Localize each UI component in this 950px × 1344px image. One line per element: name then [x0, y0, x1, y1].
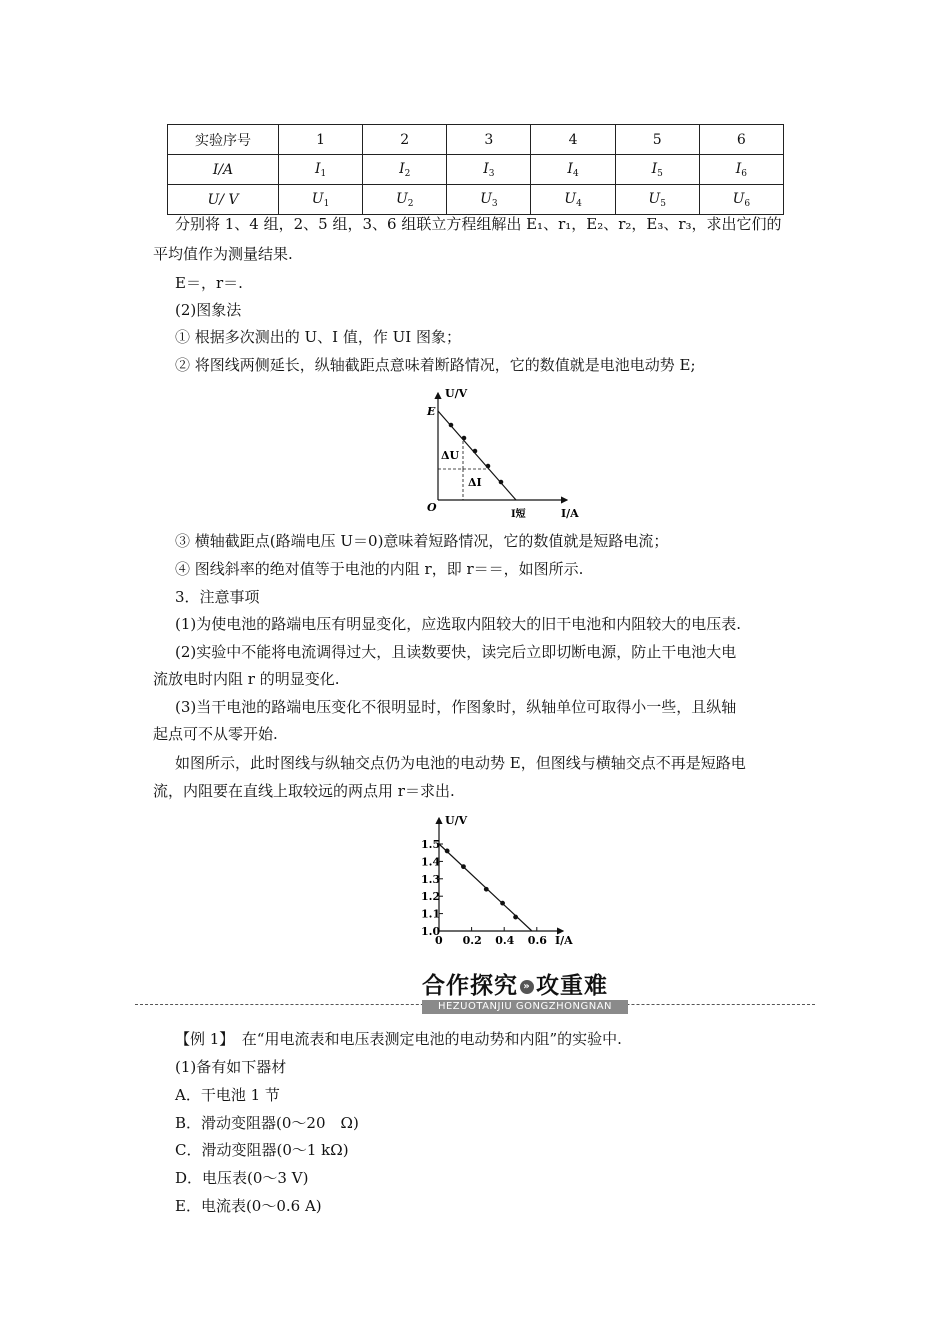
paragraph: ① 根据多次测出的 U、I 值，作 UI 图象；	[175, 328, 461, 346]
table-header-cell: 3	[447, 125, 531, 155]
paragraph: 如图所示，此时图线与纵轴交点仍为电池的电动势 E，但图线与横轴交点不再是短路电	[175, 754, 746, 772]
paragraph: 流放电时内阻 r 的明显变化.	[153, 670, 340, 688]
paragraph: (2)实验中不能将电流调得过大，且读数要快，读完后立即切断电源，防止干电池大电	[175, 643, 737, 661]
data-point	[499, 480, 504, 485]
origin-label: O	[427, 501, 437, 514]
delta-u-label: ΔU	[441, 449, 460, 462]
y-tick-label: 1.5	[421, 838, 441, 851]
y-axis-label: U/V	[445, 814, 468, 827]
table-header-cell: 4	[531, 125, 615, 155]
paragraph: ③ 横轴截距点(路端电压 U＝0)意味着短路情况，它的数值就是短路电流；	[175, 532, 669, 550]
paragraph: 起点可不从零开始.	[153, 725, 278, 743]
voltage-cell: $U_5$	[615, 185, 699, 215]
list-item: B．滑动变阻器(0～20 Ω)	[175, 1114, 359, 1132]
current-cell: $I_6$	[699, 155, 783, 185]
section-heading: 3．注意事项	[175, 588, 260, 606]
table-row-label: U/ V	[168, 185, 279, 215]
banner-title-part: 攻重难	[536, 973, 608, 999]
paragraph: 分别将 1、4 组，2、5 组，3、6 组联立方程组解出 E₁、r₁，E₂、r₂，E₃、r₃，求出它们的	[175, 215, 782, 233]
emf-label: E	[427, 405, 436, 418]
data-point	[449, 423, 454, 428]
table-header-cell: 5	[615, 125, 699, 155]
list-item: E．电流表(0～0.6 A)	[175, 1197, 322, 1215]
paragraph: (3)当干电池的路端电压变化不很明显时，作图象时，纵轴单位可取得小一些，且纵轴	[175, 698, 737, 716]
list-item: C．滑动变阻器(0～1 kΩ)	[175, 1141, 349, 1159]
list-item: D．电压表(0～3 V)	[175, 1169, 309, 1187]
paragraph: 流，内阻要在直线上取较远的两点用 r＝求出.	[153, 782, 455, 800]
formula-line: E＝，r＝.	[175, 274, 243, 292]
table-header-cell: 实验序号	[168, 125, 279, 155]
section-banner-subtitle: HEZUOTANJIU GONGZHONGNAN	[422, 1000, 628, 1014]
data-point	[461, 864, 466, 869]
y-tick-label: 1.3	[421, 872, 441, 886]
data-point	[484, 887, 489, 892]
delta-i-label: ΔI	[468, 476, 482, 489]
data-point	[500, 901, 505, 906]
banner-title-part: 合作探究	[422, 973, 518, 999]
x-tick-label: 0.6	[527, 934, 547, 947]
paragraph: ② 将图线两侧延长，纵轴截距点意味着断路情况，它的数值就是电池电动势 E;	[175, 356, 696, 374]
voltage-cell: $U_1$	[279, 185, 363, 215]
table-header-cell: 1	[279, 125, 363, 155]
current-cell: $I_4$	[531, 155, 615, 185]
ui-chart	[405, 808, 585, 950]
table-row	[168, 125, 784, 155]
x-axis-label: I/A	[555, 934, 573, 947]
y-tick-label: 1.2	[421, 890, 441, 904]
table-row	[168, 185, 784, 215]
paragraph: (1)为使电池的路端电压有明显变化，应选取内阻较大的旧干电池和内阻较大的电压表.	[175, 615, 742, 633]
data-point	[473, 449, 478, 454]
table-header-cell: 6	[699, 125, 783, 155]
ui-schematic-figure	[415, 383, 590, 523]
voltage-cell: $U_6$	[699, 185, 783, 215]
current-cell: $I_2$	[363, 155, 447, 185]
y-tick-label: 1.4	[421, 855, 441, 869]
experiment-table	[167, 124, 784, 215]
voltage-cell: $U_2$	[363, 185, 447, 215]
section-banner-title	[422, 967, 608, 1000]
table-row	[168, 155, 784, 185]
paragraph: 平均值作为测量结果.	[153, 245, 293, 263]
y-axis-label: U/V	[445, 387, 468, 400]
data-point	[486, 464, 491, 469]
example-heading: 【例 1】 在“用电流表和电压表测定电池的电动势和内阻”的实验中.	[175, 1030, 622, 1048]
y-tick-label: 1.0	[421, 925, 441, 938]
voltage-cell: $U_3$	[447, 185, 531, 215]
x-tick-label: 0.4	[495, 934, 515, 947]
chevron-icon: »	[520, 980, 534, 994]
data-point	[462, 436, 467, 441]
x-tick-label: 0	[435, 934, 443, 947]
x-axis-label: I/A	[561, 507, 579, 520]
current-cell: $I_3$	[447, 155, 531, 185]
current-cell: $I_5$	[615, 155, 699, 185]
short-circuit-label: I短	[511, 509, 526, 520]
y-tick-label: 1.1	[421, 907, 441, 921]
list-item: (1)备有如下器材	[175, 1058, 287, 1076]
data-point	[445, 849, 450, 854]
voltage-cell: $U_4$	[531, 185, 615, 215]
data-point	[513, 915, 518, 920]
paragraph: ④ 图线斜率的绝对值等于电池的内阻 r，即 r＝＝，如图所示.	[175, 560, 584, 578]
current-cell: $I_1$	[279, 155, 363, 185]
list-item: A．干电池 1 节	[175, 1086, 280, 1104]
section-heading: (2)图象法	[175, 301, 242, 319]
table-row-label: I/A	[168, 155, 279, 185]
x-tick-label: 0.2	[462, 934, 482, 947]
table-header-cell: 2	[363, 125, 447, 155]
